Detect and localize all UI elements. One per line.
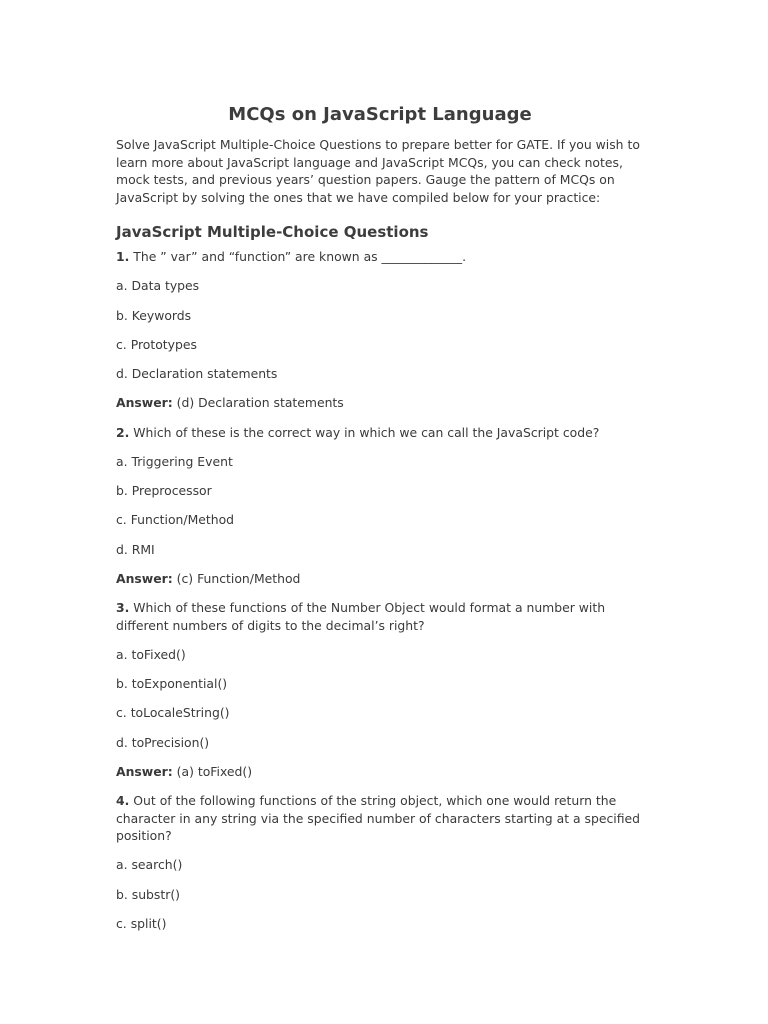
question-text bbox=[116, 593, 644, 640]
page-title: MCQs on JavaScript Language bbox=[228, 104, 532, 125]
option-item: b. substr() bbox=[116, 886, 180, 902]
intro-paragraph: Solve JavaScript Multiple-Choice Questions to prepare better for GATE. If you wish to learn more about JavaScript language and JavaScript MCQs, you can check notes, mock tests, and previous years’ question papers. Gauge the pattern of MCQs on JavaScript by solving the ones that we have compiled below for your practice: bbox=[116, 137, 640, 205]
question-text bbox=[116, 248, 644, 271]
answer-value: (c) Function/Method bbox=[176, 570, 301, 586]
option-item: b. toExponential() bbox=[116, 676, 228, 691]
answer-value: (d) Declaration statements bbox=[176, 395, 344, 411]
answer-line bbox=[116, 757, 644, 786]
option-item: a. toFixed() bbox=[116, 646, 186, 662]
question-text bbox=[116, 786, 644, 850]
option-item: b. Preprocessor bbox=[116, 483, 212, 498]
answer-label: Answer: bbox=[116, 395, 173, 411]
question-body: Which of these is the correct way in which we can call the JavaScript code? bbox=[133, 424, 600, 440]
document-content bbox=[116, 102, 644, 938]
answer-value: (a) toFixed() bbox=[176, 763, 253, 779]
question-block bbox=[116, 248, 644, 418]
option-item: d. RMI bbox=[116, 541, 155, 557]
question-block bbox=[116, 418, 644, 594]
question-list bbox=[116, 248, 644, 938]
answer-line bbox=[116, 388, 644, 417]
question-body: The ” var” and “function” are known as _____________. bbox=[133, 249, 467, 264]
option-item: b. Keywords bbox=[116, 307, 192, 323]
question-block bbox=[116, 593, 644, 786]
question-number: 1. bbox=[116, 249, 130, 264]
option-item: c. toLocaleString() bbox=[116, 705, 230, 721]
question-body: Out of the following functions of the string object, which one would return the character in any string via the specified number of characters starting at a specified position? bbox=[116, 793, 641, 843]
answer-line bbox=[116, 564, 644, 593]
option-item: a. Data types bbox=[116, 278, 200, 294]
option-item: a. search() bbox=[116, 857, 183, 873]
question-body: Which of these functions of the Number Object would format a number with different numbers of digits to the decimal’s right? bbox=[116, 600, 606, 633]
answer-label: Answer: bbox=[116, 763, 173, 779]
question-block bbox=[116, 786, 644, 938]
option-item: d. Declaration statements bbox=[116, 366, 278, 381]
option-item: c. Prototypes bbox=[116, 336, 197, 352]
option-item: c. Function/Method bbox=[116, 512, 235, 528]
answer-label: Answer: bbox=[116, 570, 173, 586]
section-heading: JavaScript Multiple-Choice Questions bbox=[116, 223, 429, 241]
question-text bbox=[116, 418, 644, 447]
question-number: 2. bbox=[116, 424, 130, 440]
option-item: c. split() bbox=[116, 915, 167, 931]
question-number: 4. bbox=[116, 793, 130, 808]
question-number: 3. bbox=[116, 600, 130, 615]
option-item: a. Triggering Event bbox=[116, 453, 233, 469]
option-item: d. toPrecision() bbox=[116, 734, 210, 750]
